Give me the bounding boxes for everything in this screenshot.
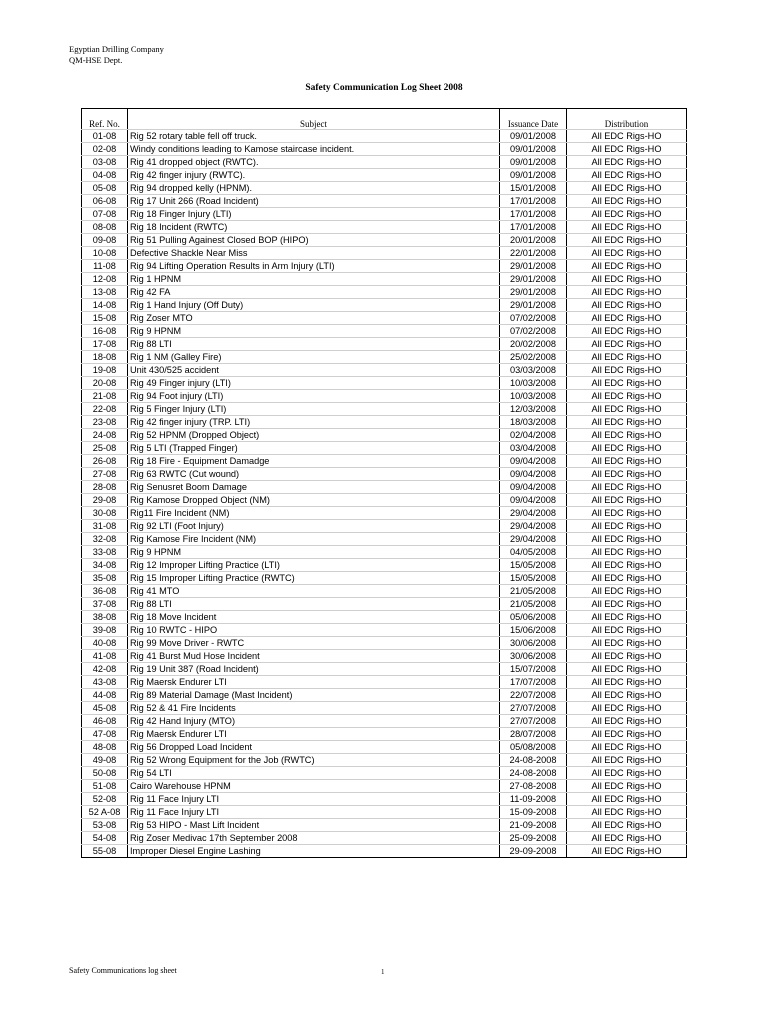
ref-cell: 43-08: [82, 676, 128, 689]
issuance-date-cell: 22/07/2008: [500, 689, 567, 702]
table-row: [82, 312, 687, 325]
subject-cell: Rig 5 Finger Injury (LTI): [128, 403, 500, 416]
issuance-date-cell: 07/02/2008: [500, 325, 567, 338]
table-row: [82, 442, 687, 455]
issuance-date-cell: 24-08-2008: [500, 767, 567, 780]
table-row: [82, 806, 687, 819]
table-row: [82, 676, 687, 689]
table-row: [82, 338, 687, 351]
ref-cell: 41-08: [82, 650, 128, 663]
subject-cell: Rig Maersk Endurer LTI: [128, 728, 500, 741]
table-row: [82, 637, 687, 650]
table-row: [82, 741, 687, 754]
safety-log-table: [81, 108, 687, 858]
table-row: [82, 273, 687, 286]
subject-cell: Rig 42 finger injury (TRP. LTI): [128, 416, 500, 429]
ref-cell: 52 A-08: [82, 806, 128, 819]
ref-cell: 22-08: [82, 403, 128, 416]
column-header-distribution: Distribution: [567, 109, 687, 130]
distribution-cell: All EDC Rigs-HO: [567, 273, 687, 286]
subject-cell: Rig 11 Face Injury LTI: [128, 793, 500, 806]
distribution-cell: All EDC Rigs-HO: [567, 156, 687, 169]
distribution-cell: All EDC Rigs-HO: [567, 338, 687, 351]
subject-cell: Rig 1 Hand Injury (Off Duty): [128, 299, 500, 312]
table-row: [82, 325, 687, 338]
distribution-cell: All EDC Rigs-HO: [567, 598, 687, 611]
table-row: [82, 845, 687, 858]
table-row: [82, 260, 687, 273]
issuance-date-cell: 27/07/2008: [500, 715, 567, 728]
distribution-cell: All EDC Rigs-HO: [567, 663, 687, 676]
issuance-date-cell: 09/01/2008: [500, 143, 567, 156]
column-header-issuance-date: Issuance Date: [500, 109, 567, 130]
ref-cell: 03-08: [82, 156, 128, 169]
ref-cell: 11-08: [82, 260, 128, 273]
table-row: [82, 351, 687, 364]
table-row: [82, 481, 687, 494]
distribution-cell: All EDC Rigs-HO: [567, 208, 687, 221]
table-row: [82, 208, 687, 221]
ref-cell: 21-08: [82, 390, 128, 403]
subject-cell: Rig 52 HPNM (Dropped Object): [128, 429, 500, 442]
subject-cell: Rig 12 Improper Lifting Practice (LTI): [128, 559, 500, 572]
subject-cell: Rig Zoser Medivac 17th September 2008: [128, 832, 500, 845]
subject-cell: Rig 56 Dropped Load Incident: [128, 741, 500, 754]
table-row: [82, 221, 687, 234]
table-row: [82, 546, 687, 559]
table-row: [82, 494, 687, 507]
issuance-date-cell: 27-08-2008: [500, 780, 567, 793]
table-row: [82, 247, 687, 260]
subject-cell: Rig 9 HPNM: [128, 325, 500, 338]
distribution-cell: All EDC Rigs-HO: [567, 702, 687, 715]
distribution-cell: All EDC Rigs-HO: [567, 715, 687, 728]
subject-cell: Rig 94 dropped kelly (HPNM).: [128, 182, 500, 195]
subject-cell: Rig 53 HIPO - Mast Lift Incident: [128, 819, 500, 832]
table-row: [82, 689, 687, 702]
issuance-date-cell: 17/07/2008: [500, 676, 567, 689]
ref-cell: 10-08: [82, 247, 128, 260]
issuance-date-cell: 20/01/2008: [500, 234, 567, 247]
subject-cell: Rig 19 Unit 387 (Road Incident): [128, 663, 500, 676]
subject-cell: Rig 42 Hand Injury (MTO): [128, 715, 500, 728]
subject-cell: Rig 41 Burst Mud Hose Incident: [128, 650, 500, 663]
issuance-date-cell: 15-09-2008: [500, 806, 567, 819]
subject-cell: Rig 41 MTO: [128, 585, 500, 598]
subject-cell: Rig11 Fire Incident (NM): [128, 507, 500, 520]
distribution-cell: All EDC Rigs-HO: [567, 455, 687, 468]
ref-cell: 51-08: [82, 780, 128, 793]
subject-cell: Rig 88 LTI: [128, 598, 500, 611]
ref-cell: 13-08: [82, 286, 128, 299]
ref-cell: 17-08: [82, 338, 128, 351]
subject-cell: Rig 1 NM (Galley Fire): [128, 351, 500, 364]
ref-cell: 38-08: [82, 611, 128, 624]
distribution-cell: All EDC Rigs-HO: [567, 793, 687, 806]
distribution-cell: All EDC Rigs-HO: [567, 533, 687, 546]
ref-cell: 34-08: [82, 559, 128, 572]
table-row: [82, 377, 687, 390]
ref-cell: 01-08: [82, 130, 128, 143]
subject-cell: Rig 52 Wrong Equipment for the Job (RWTC): [128, 754, 500, 767]
table-row: [82, 585, 687, 598]
subject-cell: Rig 41 dropped object (RWTC).: [128, 156, 500, 169]
issuance-date-cell: 09/01/2008: [500, 169, 567, 182]
table-row: [82, 793, 687, 806]
table-row: [82, 455, 687, 468]
issuance-date-cell: 05/06/2008: [500, 611, 567, 624]
subject-cell: Defective Shackle Near Miss: [128, 247, 500, 260]
table-row: [82, 416, 687, 429]
distribution-cell: All EDC Rigs-HO: [567, 494, 687, 507]
footer-label: Safety Communications log sheet: [69, 966, 177, 975]
subject-cell: Cairo Warehouse HPNM: [128, 780, 500, 793]
subject-cell: Rig 88 LTI: [128, 338, 500, 351]
distribution-cell: All EDC Rigs-HO: [567, 364, 687, 377]
ref-cell: 19-08: [82, 364, 128, 377]
distribution-cell: All EDC Rigs-HO: [567, 390, 687, 403]
subject-cell: Rig 42 finger injury (RWTC).: [128, 169, 500, 182]
issuance-date-cell: 15/01/2008: [500, 182, 567, 195]
issuance-date-cell: 15/07/2008: [500, 663, 567, 676]
issuance-date-cell: 02/04/2008: [500, 429, 567, 442]
ref-cell: 29-08: [82, 494, 128, 507]
subject-cell: Unit 430/525 accident: [128, 364, 500, 377]
issuance-date-cell: 03/03/2008: [500, 364, 567, 377]
ref-cell: 54-08: [82, 832, 128, 845]
issuance-date-cell: 11-09-2008: [500, 793, 567, 806]
table-row: [82, 403, 687, 416]
subject-cell: Rig 10 RWTC - HIPO: [128, 624, 500, 637]
issuance-date-cell: 09/01/2008: [500, 130, 567, 143]
distribution-cell: All EDC Rigs-HO: [567, 728, 687, 741]
table-row: [82, 169, 687, 182]
ref-cell: 50-08: [82, 767, 128, 780]
table-row: [82, 780, 687, 793]
ref-cell: 06-08: [82, 195, 128, 208]
subject-cell: Rig 54 LTI: [128, 767, 500, 780]
distribution-cell: All EDC Rigs-HO: [567, 351, 687, 364]
issuance-date-cell: 17/01/2008: [500, 221, 567, 234]
issuance-date-cell: 29/04/2008: [500, 533, 567, 546]
distribution-cell: All EDC Rigs-HO: [567, 507, 687, 520]
ref-cell: 48-08: [82, 741, 128, 754]
table-row: [82, 832, 687, 845]
ref-cell: 28-08: [82, 481, 128, 494]
table-row: [82, 559, 687, 572]
distribution-cell: All EDC Rigs-HO: [567, 611, 687, 624]
issuance-date-cell: 17/01/2008: [500, 208, 567, 221]
ref-cell: 33-08: [82, 546, 128, 559]
subject-cell: Rig 94 Foot injury (LTI): [128, 390, 500, 403]
column-header-ref: Ref. No.: [82, 109, 128, 130]
distribution-cell: All EDC Rigs-HO: [567, 182, 687, 195]
distribution-cell: All EDC Rigs-HO: [567, 572, 687, 585]
distribution-cell: All EDC Rigs-HO: [567, 377, 687, 390]
table-row: [82, 702, 687, 715]
ref-cell: 37-08: [82, 598, 128, 611]
page-number: 1: [381, 968, 385, 976]
issuance-date-cell: 10/03/2008: [500, 377, 567, 390]
distribution-cell: All EDC Rigs-HO: [567, 429, 687, 442]
issuance-date-cell: 27/07/2008: [500, 702, 567, 715]
table-row: [82, 234, 687, 247]
issuance-date-cell: 29/04/2008: [500, 507, 567, 520]
ref-cell: 35-08: [82, 572, 128, 585]
ref-cell: 05-08: [82, 182, 128, 195]
issuance-date-cell: 30/06/2008: [500, 637, 567, 650]
distribution-cell: All EDC Rigs-HO: [567, 754, 687, 767]
issuance-date-cell: 17/01/2008: [500, 195, 567, 208]
table-header-row: [82, 109, 687, 130]
distribution-cell: All EDC Rigs-HO: [567, 247, 687, 260]
issuance-date-cell: 29-09-2008: [500, 845, 567, 858]
ref-cell: 31-08: [82, 520, 128, 533]
subject-cell: Rig 63 RWTC (Cut wound): [128, 468, 500, 481]
subject-cell: Rig 89 Material Damage (Mast Incident): [128, 689, 500, 702]
ref-cell: 04-08: [82, 169, 128, 182]
issuance-date-cell: 03/04/2008: [500, 442, 567, 455]
distribution-cell: All EDC Rigs-HO: [567, 585, 687, 598]
ref-cell: 14-08: [82, 299, 128, 312]
issuance-date-cell: 10/03/2008: [500, 390, 567, 403]
distribution-cell: All EDC Rigs-HO: [567, 819, 687, 832]
ref-cell: 49-08: [82, 754, 128, 767]
table-row: [82, 143, 687, 156]
distribution-cell: All EDC Rigs-HO: [567, 689, 687, 702]
issuance-date-cell: 22/01/2008: [500, 247, 567, 260]
subject-cell: Rig Kamose Fire Incident (NM): [128, 533, 500, 546]
table-row: [82, 572, 687, 585]
table-row: [82, 767, 687, 780]
table-row: [82, 195, 687, 208]
distribution-cell: All EDC Rigs-HO: [567, 741, 687, 754]
distribution-cell: All EDC Rigs-HO: [567, 845, 687, 858]
ref-cell: 36-08: [82, 585, 128, 598]
issuance-date-cell: 15/06/2008: [500, 624, 567, 637]
distribution-cell: All EDC Rigs-HO: [567, 624, 687, 637]
subject-cell: Rig Maersk Endurer LTI: [128, 676, 500, 689]
table-row: [82, 520, 687, 533]
subject-cell: Rig 94 Lifting Operation Results in Arm Injury (LTI): [128, 260, 500, 273]
issuance-date-cell: 21-09-2008: [500, 819, 567, 832]
subject-cell: Rig 18 Fire - Equipment Damadge: [128, 455, 500, 468]
subject-cell: Rig Senusret Boom Damage: [128, 481, 500, 494]
subject-cell: Rig Zoser MTO: [128, 312, 500, 325]
table-row: [82, 624, 687, 637]
table-row: [82, 390, 687, 403]
issuance-date-cell: 29/01/2008: [500, 299, 567, 312]
table-row: [82, 507, 687, 520]
distribution-cell: All EDC Rigs-HO: [567, 650, 687, 663]
distribution-cell: All EDC Rigs-HO: [567, 325, 687, 338]
issuance-date-cell: 12/03/2008: [500, 403, 567, 416]
subject-cell: Rig 49 Finger injury (LTI): [128, 377, 500, 390]
table-row: [82, 611, 687, 624]
subject-cell: Rig 1 HPNM: [128, 273, 500, 286]
issuance-date-cell: 25/02/2008: [500, 351, 567, 364]
distribution-cell: All EDC Rigs-HO: [567, 416, 687, 429]
issuance-date-cell: 29/01/2008: [500, 286, 567, 299]
table-row: [82, 468, 687, 481]
ref-cell: 15-08: [82, 312, 128, 325]
issuance-date-cell: 15/05/2008: [500, 572, 567, 585]
table-row: [82, 286, 687, 299]
distribution-cell: All EDC Rigs-HO: [567, 767, 687, 780]
distribution-cell: All EDC Rigs-HO: [567, 780, 687, 793]
table-row: [82, 728, 687, 741]
distribution-cell: All EDC Rigs-HO: [567, 481, 687, 494]
issuance-date-cell: 28/07/2008: [500, 728, 567, 741]
issuance-date-cell: 07/02/2008: [500, 312, 567, 325]
ref-cell: 12-08: [82, 273, 128, 286]
distribution-cell: All EDC Rigs-HO: [567, 403, 687, 416]
issuance-date-cell: 09/04/2008: [500, 468, 567, 481]
issuance-date-cell: 21/05/2008: [500, 585, 567, 598]
subject-cell: Rig 9 HPNM: [128, 546, 500, 559]
ref-cell: 25-08: [82, 442, 128, 455]
table-row: [82, 650, 687, 663]
issuance-date-cell: 18/03/2008: [500, 416, 567, 429]
issuance-date-cell: 24-08-2008: [500, 754, 567, 767]
subject-cell: Rig Kamose Dropped Object (NM): [128, 494, 500, 507]
ref-cell: 53-08: [82, 819, 128, 832]
distribution-cell: All EDC Rigs-HO: [567, 559, 687, 572]
subject-cell: Rig 17 Unit 266 (Road Incident): [128, 195, 500, 208]
issuance-date-cell: 15/05/2008: [500, 559, 567, 572]
issuance-date-cell: 25-09-2008: [500, 832, 567, 845]
table-row: [82, 598, 687, 611]
subject-cell: Rig 18 Move Incident: [128, 611, 500, 624]
issuance-date-cell: 04/05/2008: [500, 546, 567, 559]
issuance-date-cell: 20/02/2008: [500, 338, 567, 351]
table-row: [82, 715, 687, 728]
distribution-cell: All EDC Rigs-HO: [567, 637, 687, 650]
subject-cell: Rig 18 Finger Injury (LTI): [128, 208, 500, 221]
issuance-date-cell: 09/04/2008: [500, 494, 567, 507]
distribution-cell: All EDC Rigs-HO: [567, 468, 687, 481]
distribution-cell: All EDC Rigs-HO: [567, 832, 687, 845]
table-row: [82, 663, 687, 676]
table-row: [82, 754, 687, 767]
table-row: [82, 429, 687, 442]
ref-cell: 46-08: [82, 715, 128, 728]
distribution-cell: All EDC Rigs-HO: [567, 299, 687, 312]
column-header-subject: Subject: [128, 109, 500, 130]
distribution-cell: All EDC Rigs-HO: [567, 169, 687, 182]
ref-cell: 07-08: [82, 208, 128, 221]
ref-cell: 44-08: [82, 689, 128, 702]
ref-cell: 18-08: [82, 351, 128, 364]
table-row: [82, 130, 687, 143]
ref-cell: 30-08: [82, 507, 128, 520]
table-row: [82, 299, 687, 312]
subject-cell: Rig 42 FA: [128, 286, 500, 299]
table-row: [82, 156, 687, 169]
table-row: [82, 533, 687, 546]
table-row: [82, 182, 687, 195]
ref-cell: 24-08: [82, 429, 128, 442]
subject-cell: Windy conditions leading to Kamose staircase incident.: [128, 143, 500, 156]
ref-cell: 42-08: [82, 663, 128, 676]
issuance-date-cell: 29/01/2008: [500, 273, 567, 286]
subject-cell: Rig 92 LTI (Foot Injury): [128, 520, 500, 533]
issuance-date-cell: 21/05/2008: [500, 598, 567, 611]
distribution-cell: All EDC Rigs-HO: [567, 221, 687, 234]
distribution-cell: All EDC Rigs-HO: [567, 260, 687, 273]
distribution-cell: All EDC Rigs-HO: [567, 676, 687, 689]
issuance-date-cell: 30/06/2008: [500, 650, 567, 663]
table-row: [82, 364, 687, 377]
ref-cell: 40-08: [82, 637, 128, 650]
subject-cell: Rig 11 Face Injury LTI: [128, 806, 500, 819]
table-row: [82, 819, 687, 832]
ref-cell: 16-08: [82, 325, 128, 338]
distribution-cell: All EDC Rigs-HO: [567, 520, 687, 533]
distribution-cell: All EDC Rigs-HO: [567, 130, 687, 143]
subject-cell: Improper Diesel Engine Lashing: [128, 845, 500, 858]
distribution-cell: All EDC Rigs-HO: [567, 806, 687, 819]
ref-cell: 27-08: [82, 468, 128, 481]
issuance-date-cell: 29/04/2008: [500, 520, 567, 533]
ref-cell: 45-08: [82, 702, 128, 715]
distribution-cell: All EDC Rigs-HO: [567, 143, 687, 156]
ref-cell: 26-08: [82, 455, 128, 468]
issuance-date-cell: 09/04/2008: [500, 455, 567, 468]
company-name: Egyptian Drilling Company: [69, 44, 164, 54]
subject-cell: Rig 5 LTI (Trapped Finger): [128, 442, 500, 455]
document-header: [69, 44, 164, 66]
distribution-cell: All EDC Rigs-HO: [567, 442, 687, 455]
subject-cell: Rig 15 Improper Lifting Practice (RWTC): [128, 572, 500, 585]
distribution-cell: All EDC Rigs-HO: [567, 546, 687, 559]
subject-cell: Rig 18 Incident (RWTC): [128, 221, 500, 234]
department-name: QM-HSE Dept.: [69, 55, 123, 65]
subject-cell: Rig 52 rotary table fell off truck.: [128, 130, 500, 143]
issuance-date-cell: 05/08/2008: [500, 741, 567, 754]
subject-cell: Rig 51 Pulling Againest Closed BOP (HIPO): [128, 234, 500, 247]
distribution-cell: All EDC Rigs-HO: [567, 286, 687, 299]
ref-cell: 20-08: [82, 377, 128, 390]
document-title: Safety Communication Log Sheet 2008: [305, 83, 463, 93]
ref-cell: 09-08: [82, 234, 128, 247]
table-body: [82, 130, 687, 858]
ref-cell: 02-08: [82, 143, 128, 156]
distribution-cell: All EDC Rigs-HO: [567, 312, 687, 325]
distribution-cell: All EDC Rigs-HO: [567, 234, 687, 247]
ref-cell: 47-08: [82, 728, 128, 741]
issuance-date-cell: 09/04/2008: [500, 481, 567, 494]
ref-cell: 52-08: [82, 793, 128, 806]
distribution-cell: All EDC Rigs-HO: [567, 195, 687, 208]
ref-cell: 55-08: [82, 845, 128, 858]
ref-cell: 32-08: [82, 533, 128, 546]
ref-cell: 08-08: [82, 221, 128, 234]
ref-cell: 39-08: [82, 624, 128, 637]
ref-cell: 23-08: [82, 416, 128, 429]
issuance-date-cell: 09/01/2008: [500, 156, 567, 169]
issuance-date-cell: 29/01/2008: [500, 260, 567, 273]
subject-cell: Rig 99 Move Driver - RWTC: [128, 637, 500, 650]
subject-cell: Rig 52 & 41 Fire Incidents: [128, 702, 500, 715]
